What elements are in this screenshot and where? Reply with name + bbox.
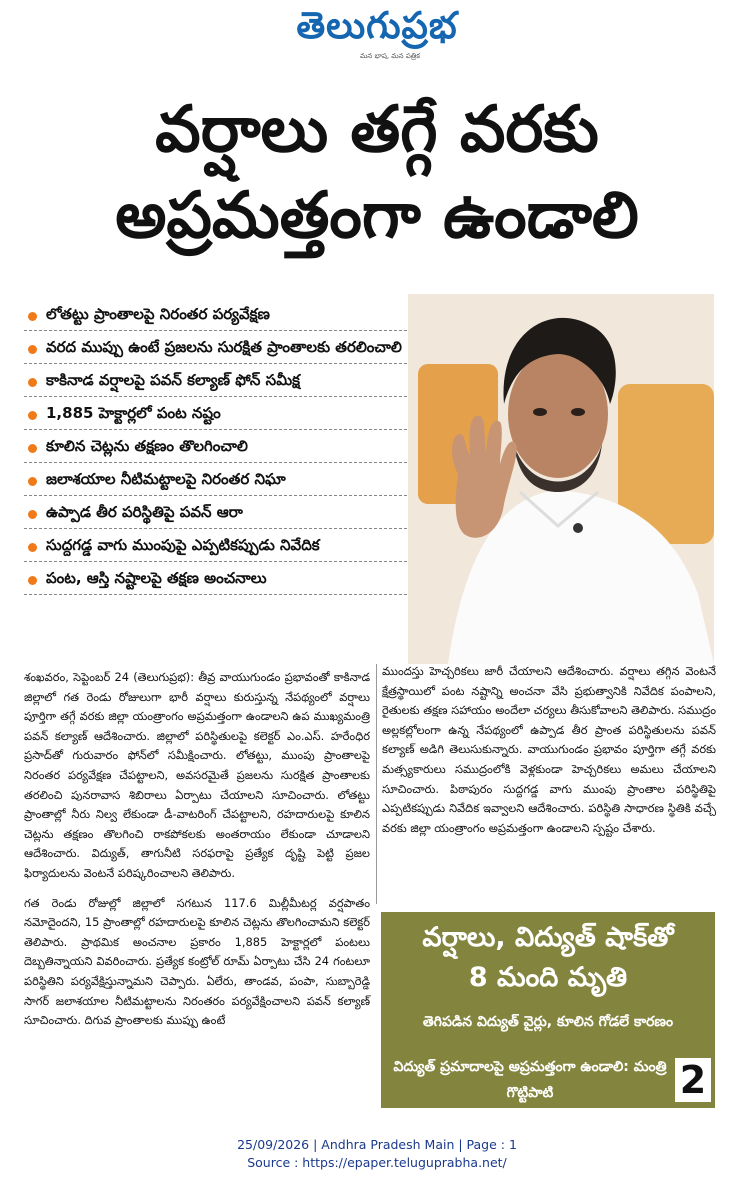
bullet-item: సుద్దగడ్డ వాగు ముంపుపై ఎప్పటికప్పుడు నివేదిక: [24, 529, 412, 562]
headline-line-1: వర్షాలు తగ్గే వరకు: [155, 93, 599, 167]
footer-edition-info: 25/09/2026 | Andhra Pradesh Main | Page : 1: [237, 1137, 517, 1152]
related-story-subtitle-2: విద్యుత్ ప్రమాదాలపై అప్రమత్తంగా ఉండాలి: మంత్రి గొట్టిపాటి: [393, 1059, 667, 1101]
news-photo: [408, 294, 714, 664]
bullet-item: వరద ముప్పు ఉంటే ప్రజలను సురక్షిత ప్రాంతాలకు తరలించాలి: [24, 331, 412, 364]
newspaper-logo[interactable]: తెలుగుప్రభ: [296, 4, 458, 47]
article-paragraph: ముందస్తు హెచ్చరికలు జారీ చేయాలని ఆదేశించారు. వర్షాలు తగ్గిన వెంటనే క్షేత్రస్థాయిలో పంట నష్టాన్ని అంచనా వేసి ప్రభుత్వానికి నివేదిక పంపాలని, రైతులకు తక్షణ సహాయం అందేలా చర్యలు తీసుకోవాలని తెలిపారు. సముద్రం అల్లకల్లోలంగా ఉన్న నేపథ్యంలో ఉప్పాడ తీర ప్రాంత పరిస్థితులను పవన్ కల్యాణ్ అడిగి తెలుసుకున్నారు. వాయుగుండం ప్రభావం పూర్తిగా తగ్గే వరకు మత్స్యకారులు సముద్రంలోకి వెళ్లకుండా హెచ్చరికలు అమలు చేయాలని సూచించారు. పిఠాపురం సుద్దగడ్డ వాగు ముంపు ప్రాంతాల పరిస్థితిపై ఎప్పటికప్పుడు నివేదిక ఇవ్వాలని ఆదేశించారు. పరిస్థితి సాధారణ స్థితికి వచ్చే వరకు జిల్లా యంత్రాంగం అప్రమత్తంగా ఉండాలని స్పష్టం చేశారు.: [382, 664, 716, 835]
related-story-box[interactable]: [381, 912, 715, 1108]
article-paragraph: శంఖవరం, సెప్టెంబర్ 24 (తెలుగుప్రభ): తీవ్ర వాయుగుండం ప్రభావంతో కాకినాడ జిల్లాలో గత రెండు రోజులుగా భారీ వర్షాలు కురుస్తున్న నేపథ్యంలో వర్షాలు పూర్తిగా తగ్గే వరకు జిల్లా యంత్రాంగం అప్రమత్తంగా ఉండాలని ఉప ముఖ్యమంత్రి పవన్ కల్యాణ్ ఆదేశించారు. జిల్లాలో పరిస్థితులపై కలెక్టర్ ఎం.ఎస్. హరేంధిర ప్రసాద్‌తో గురువారం ఫోన్‌లో సమీక్షించారు. లోతట్టు, ముంపు ప్రాంతాలపై నిరంతర పర్యవేక్షణ చేపట్టాలని, అవసరమైతే ప్రజలను సురక్షిత ప్రాంతాలకు తరలించి పునరావాస శిబిరాలు ఏర్పాటు చేయాలని సూచించారు. లోతట్టు ప్రాంతాల్లో నీరు నిల్వ లేకుండా డీ-వాటరింగ్ చేపట్టాలని, రహదారులపై కూలిన చెట్లను తక్షణం తొలగించి రాకపోకలకు అంతరాయం లేకుండా చూడాలని ఆదేశించారు. విద్యుత్, తాగునీటి సరఫరాపై ప్రత్యేక దృష్టి పెట్టి ప్రజల ఫిర్యాదులను వెంటనే పరిష్కరించాలని తెలిపారు.: [24, 670, 370, 880]
logo-tagline: మన భాష, మన పత్రిక: [360, 52, 420, 60]
bullet-item: లోతట్టు ప్రాంతాలపై నిరంతర పర్యవేక్షణ: [24, 298, 412, 331]
main-headline: [20, 88, 734, 260]
portrait-illustration: [408, 294, 714, 664]
page-footer: [0, 1136, 754, 1172]
bullet-item: జలాశయాల నీటిమట్టాలపై నిరంతర నిఘా: [24, 463, 412, 496]
bullet-item: పంట, ఆస్తి నష్టాలపై తక్షణ అంచనాలు: [24, 562, 412, 595]
masthead: [0, 2, 754, 68]
column-divider: [376, 664, 377, 904]
bullet-list: [24, 298, 412, 595]
article-column-left: [24, 668, 370, 1041]
related-story-subtitle-1: తెగిపడిన విద్యుత్ వైర్లు, కూలిన గోడలే కారణం: [422, 1014, 674, 1030]
bullet-item: 1,885 హెక్టార్లలో పంట నష్టం: [24, 397, 412, 430]
bullet-item: కాకినాడ వర్షాలపై పవన్ కల్యాణ్ ఫోన్ సమీక్ష: [24, 364, 412, 397]
footer-source-link[interactable]: Source : https://epaper.teluguprabha.net/: [247, 1155, 507, 1170]
article-column-right: [382, 662, 716, 848]
related-story-title-2: 8 మంది మృతి: [468, 962, 628, 993]
related-story-title-1: వర్షాలు, విద్యుత్ షాక్‌తో: [422, 922, 674, 953]
bullet-item: ఉప్పాడ తీర పరిస్థితిపై పవన్ ఆరా: [24, 496, 412, 529]
headline-line-2: అప్రమత్తంగా ఉండాలి: [115, 179, 639, 253]
bullet-item: కూలిన చెట్లను తక్షణం తొలగించాలి: [24, 430, 412, 463]
page-reference-number[interactable]: 2: [675, 1058, 711, 1102]
article-paragraph: గత రెండు రోజుల్లో జిల్లాలో సగటున 117.6 మిల్లీమీటర్ల వర్షపాతం నమోదైందని, 15 ప్రాంతాల్లో రహదారులపై కూలిన చెట్లను తొలగించామని కలెక్టర్ తెలిపారు. ప్రాథమిక అంచనాల ప్రకారం 1,885 హెక్టార్లలో పంటలు దెబ్బతిన్నాయని వివరించారు. ప్రత్యేక కంట్రోల్ రూమ్ ఏర్పాటు చేసి 24 గంటలూ పరిస్థితిని పర్యవేక్షిస్తున్నామని చెప్పారు. ఏలేరు, తాండవ, పంపా, సుబ్బారెడ్డి సాగర్ జలాశయాల నీటిమట్టాలను నిరంతరం పర్యవేక్షించాలని పవన్ కల్యాణ్ సూచించారు. దిగువ ప్రాంతాలకు ముప్పు ఉంటే: [24, 895, 370, 1028]
